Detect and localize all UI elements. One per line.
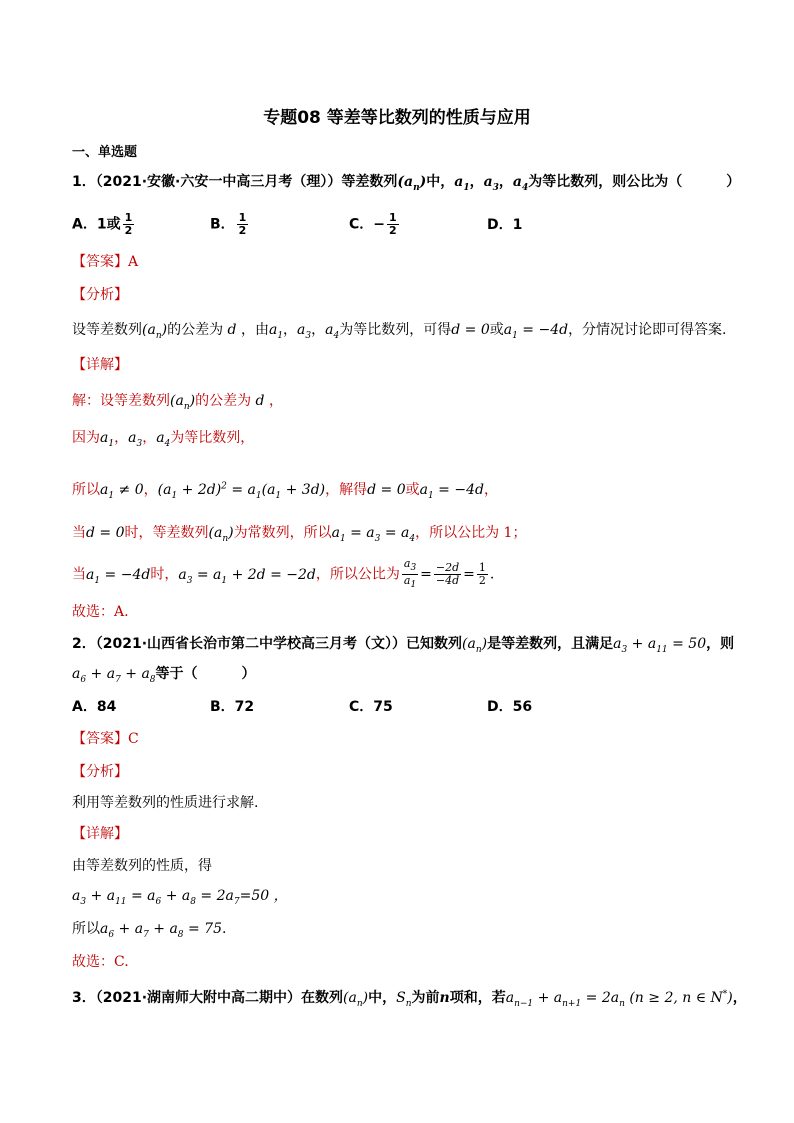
- q2-option-d: D．56: [487, 699, 533, 715]
- q1-detail-tag: 【详解】: [72, 357, 128, 373]
- q3-stem: 3．（2021·湖南师大附中高二期中）在数列$(a_n)$中，$S_n$为前n项和，若$a_{n-1} + a_{n+1} = 2a_n$ (n ≥ 2, n ∈ N*)，: [72, 989, 747, 1009]
- q2-analysis: 利用等差数列的性质进行求解.: [72, 795, 259, 811]
- q2-option-b: B．72: [210, 699, 255, 715]
- q2-detail-2: $a_3 + a_{11} = a_6 + a_8 = 2a_7=50$ ，: [72, 888, 288, 907]
- q1-analysis-tag: 【分析】: [72, 287, 128, 303]
- q1-analysis: 设等差数列$(a_n)$的公差为 d ，由$a_1$，$a_3$，$a_4$为等比数列，可得d = 0或$a_1 = -4d$，分情况讨论即可得答案.: [72, 322, 727, 341]
- q1-answer: 【答案】A: [72, 254, 139, 270]
- q2-detail-tag: 【详解】: [72, 826, 128, 842]
- page-title: 专题08 等差等比数列的性质与应用: [263, 108, 531, 128]
- q1-option-a: A．1或 $\frac{1}{2}$: [72, 211, 133, 237]
- q2-answer: 【答案】C: [72, 731, 139, 747]
- q1-conclusion: 故选：A.: [72, 604, 129, 620]
- q1-option-b: B． $\frac{1}{2}$: [210, 211, 247, 237]
- q2-option-c: C．75: [349, 699, 393, 715]
- q2-detail-3: 所以$a_6 + a_7 + a_8 = 75$.: [72, 921, 227, 940]
- q1-detail-1: 解：设等差数列$(a_n)$的公差为 d ，: [72, 393, 283, 412]
- q1-detail-3: 所以$a_1 \ne 0$，$(a_1 + 2d)^2 = a_1(a_1 + 3d)$，解得d = 0或$a_1 = -4d$，: [72, 481, 498, 501]
- q2-conclusion: 故选：C.: [72, 954, 129, 970]
- section-heading: 一、单选题: [72, 145, 138, 160]
- q1-detail-2: 因为$a_1$，$a_3$，$a_4$为等比数列，: [72, 430, 255, 449]
- q2-option-a: A．84: [72, 699, 117, 715]
- q2-stem-line1: 2．（2021·山西省长治市第二中学校高三月考（文））已知数列$(a_n)$是等差数列，且满足$a_3 + a_{11} = 50$，则: [72, 636, 735, 655]
- q1-option-c: C．− $\frac{1}{2}$: [349, 211, 397, 237]
- q1-option-d: D．1: [487, 217, 523, 233]
- q1-detail-5: 当$a_1 = -4d$时，$a_3 = a_1 + 2d = -2d$，所以公比为 $\frac{a_3}{a_1}$ = $\frac{-2d}{-4d}$ = $\frac{1}{2}$ .: [72, 557, 495, 591]
- q2-stem-line2: $a_6 + a_7 + a_8$等于（ ）: [72, 666, 256, 685]
- q1-stem: 1．（2021·安徽·六安一中高三月考（理））等差数列$(a_n)$中，$a_1$，$a_3$，$a_4$为等比数列，则公比为（ ）: [72, 174, 741, 193]
- q2-detail-1: 由等差数列的性质，得: [72, 858, 212, 874]
- q1-detail-4: 当d = 0时，等差数列$(a_n)$为常数列，所以$a_1 = a_3 = a_4$，所以公比为 1；: [72, 525, 527, 544]
- q2-analysis-tag: 【分析】: [72, 764, 128, 780]
